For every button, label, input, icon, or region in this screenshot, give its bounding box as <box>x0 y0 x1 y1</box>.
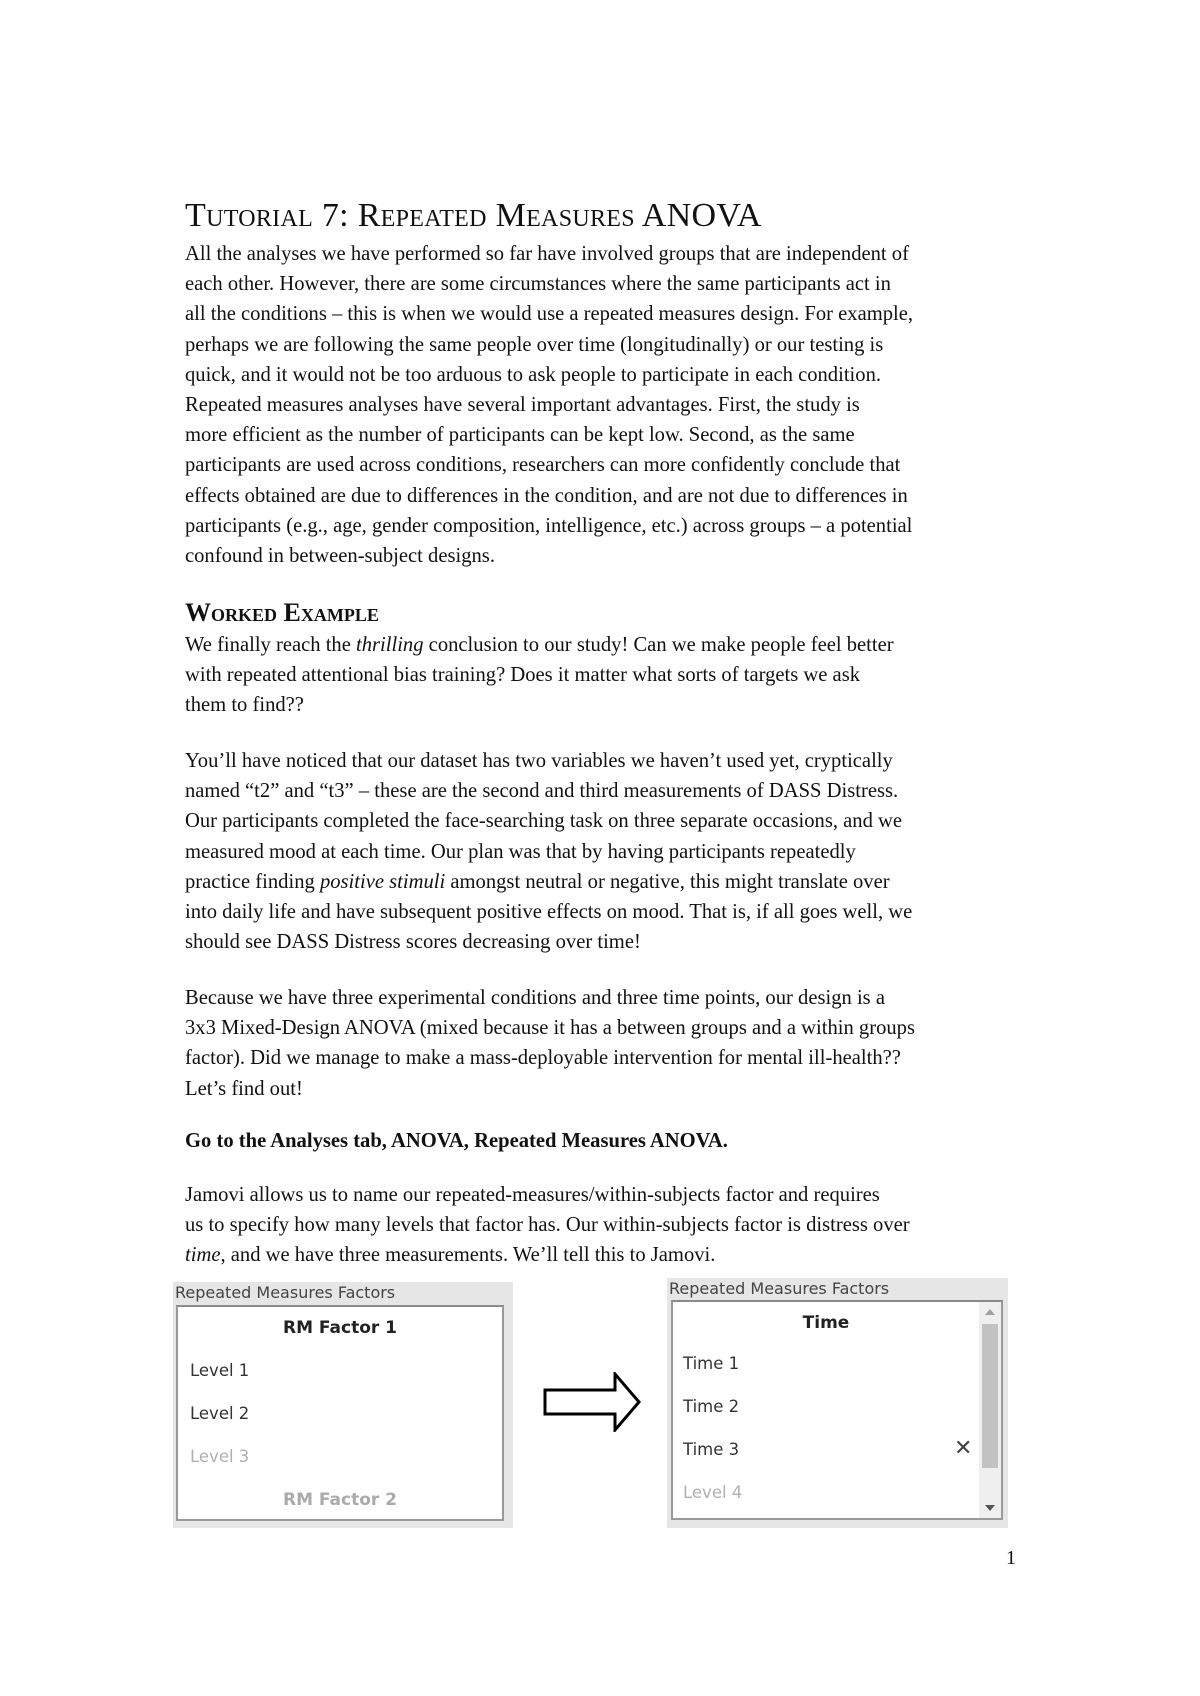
text-line: us to specify how many levels that factor has. Our within-subjects factor is distress over <box>185 1214 910 1237</box>
rm-level-item[interactable]: Level 1 <box>190 1361 250 1380</box>
text-line <box>185 1240 1020 1270</box>
scroll-down-button[interactable] <box>979 1500 1001 1516</box>
text-line: Go to the Analyses tab, ANOVA, Repeated Measures ANOVA. <box>185 1130 728 1152</box>
text-line: quick, and it would not be too arduous to ask people to participate in each condition. <box>185 363 882 386</box>
page-number: 1 <box>1006 1547 1016 1569</box>
rm-factors-panel-after <box>667 1278 1008 1528</box>
text-line: into daily life and have subsequent positive effects on mood. That is, if all goes well, we <box>185 901 913 924</box>
text-line: participants (e.g., age, gender composition, intelligence, etc.) across groups – a potential <box>185 514 913 537</box>
text-line: them to find?? <box>185 694 304 717</box>
jamovi-paragraph <box>185 1180 1020 1271</box>
rm-factors-panel-before <box>173 1282 513 1528</box>
text-line: participants are used across conditions, researchers can more confidently conclude that <box>185 454 901 477</box>
text-line <box>185 630 1020 660</box>
rm-factor-placeholder[interactable]: RM Factor 2 <box>282 1490 398 1510</box>
worked-example-paragraph-1 <box>185 630 1020 721</box>
remove-level-icon[interactable]: ✕ <box>954 1436 973 1461</box>
text-line: with repeated attentional bias training? Does it matter what sorts of targets we ask <box>185 664 861 687</box>
rm-level-item[interactable]: Time 1 <box>683 1354 740 1373</box>
text-line: should see DASS Distress scores decreasing over time! <box>185 931 641 954</box>
text-segment: , and we have three measurements. We’ll tell this to Jamovi. <box>220 1244 716 1267</box>
intro-paragraph <box>185 239 1020 571</box>
instruction-text <box>185 1126 1020 1156</box>
rm-factors-list <box>671 1300 1003 1520</box>
scroll-thumb[interactable] <box>982 1324 998 1468</box>
text-line: named “t2” and “t3” – these are the second and third measurements of DASS Distress. <box>185 780 899 803</box>
text-line: 3x3 Mixed-Design ANOVA (mixed because it has a between groups and a within groups <box>185 1017 915 1040</box>
text-segment: practice finding <box>185 870 320 893</box>
emphasis-text: positive stimuli <box>319 870 446 893</box>
text-segment: amongst neutral or negative, this might translate over <box>445 870 890 893</box>
text-line: effects obtained are due to differences in the condition, and are not due to differences in <box>185 484 908 507</box>
rm-level-item[interactable]: Level 2 <box>190 1404 250 1423</box>
section-heading-worked-example: Worked Example <box>185 598 379 627</box>
rm-level-item[interactable]: Time 3 <box>683 1440 740 1459</box>
text-segment: We finally reach the <box>185 634 357 656</box>
right-arrow-icon <box>543 1372 641 1436</box>
worked-example-paragraph-3 <box>185 983 1020 1104</box>
text-line: Jamovi allows us to name our repeated-measures/within-subjects factor and requires <box>185 1184 880 1206</box>
emphasis-text: thrilling <box>356 634 424 656</box>
emphasis-text: time <box>185 1244 221 1267</box>
text-line: Because we have three experimental conditions and three time points, our design is a <box>185 987 885 1009</box>
text-line: all the conditions – this is when we would use a repeated measures design. For example, <box>185 303 914 326</box>
text-line: Let’s find out! <box>185 1077 303 1100</box>
rm-level-placeholder[interactable]: Level 3 <box>190 1447 250 1466</box>
rm-level-item[interactable]: Time 2 <box>683 1397 740 1416</box>
panel-label: Repeated Measures Factors <box>669 1279 890 1298</box>
text-line <box>185 867 1020 897</box>
vertical-scrollbar[interactable] <box>979 1302 1001 1518</box>
text-line: All the analyses we have performed so far have involved groups that are independent of <box>185 243 909 265</box>
rm-factor-name[interactable]: RM Factor 1 <box>282 1318 398 1338</box>
text-line: measured mood at each time. Our plan was that by having participants repeatedly <box>185 840 856 863</box>
rm-level-placeholder[interactable]: Level 4 <box>683 1483 743 1502</box>
text-segment: conclusion to our study! Can we make people feel better <box>423 634 894 656</box>
text-line: more efficient as the number of participants can be kept low. Second, as the same <box>185 424 855 447</box>
text-line: each other. However, there are some circumstances where the same participants act in <box>185 273 891 296</box>
text-line: Our participants completed the face-searching task on three separate occasions, and we <box>185 810 903 833</box>
worked-example-paragraph-2 <box>185 746 1020 957</box>
text-line: You’ll have noticed that our dataset has two variables we haven’t used yet, cryptically <box>185 750 893 772</box>
scroll-up-button[interactable] <box>979 1304 1001 1320</box>
caret-down-icon <box>985 1505 995 1511</box>
rm-factor-name[interactable]: Time <box>802 1313 850 1333</box>
text-line: Repeated measures analyses have several important advantages. First, the study is <box>185 394 860 417</box>
page-title: Tutorial 7: Repeated Measures ANOVA <box>185 197 762 234</box>
panel-label: Repeated Measures Factors <box>175 1283 396 1302</box>
text-line: confound in between-subject designs. <box>185 545 495 568</box>
caret-up-icon <box>985 1309 995 1315</box>
text-line: perhaps we are following the same people over time (longitudinally) or our testing is <box>185 333 884 356</box>
text-line: factor). Did we manage to make a mass-deployable intervention for mental ill-health?? <box>185 1047 901 1070</box>
rm-factors-list <box>176 1305 504 1521</box>
